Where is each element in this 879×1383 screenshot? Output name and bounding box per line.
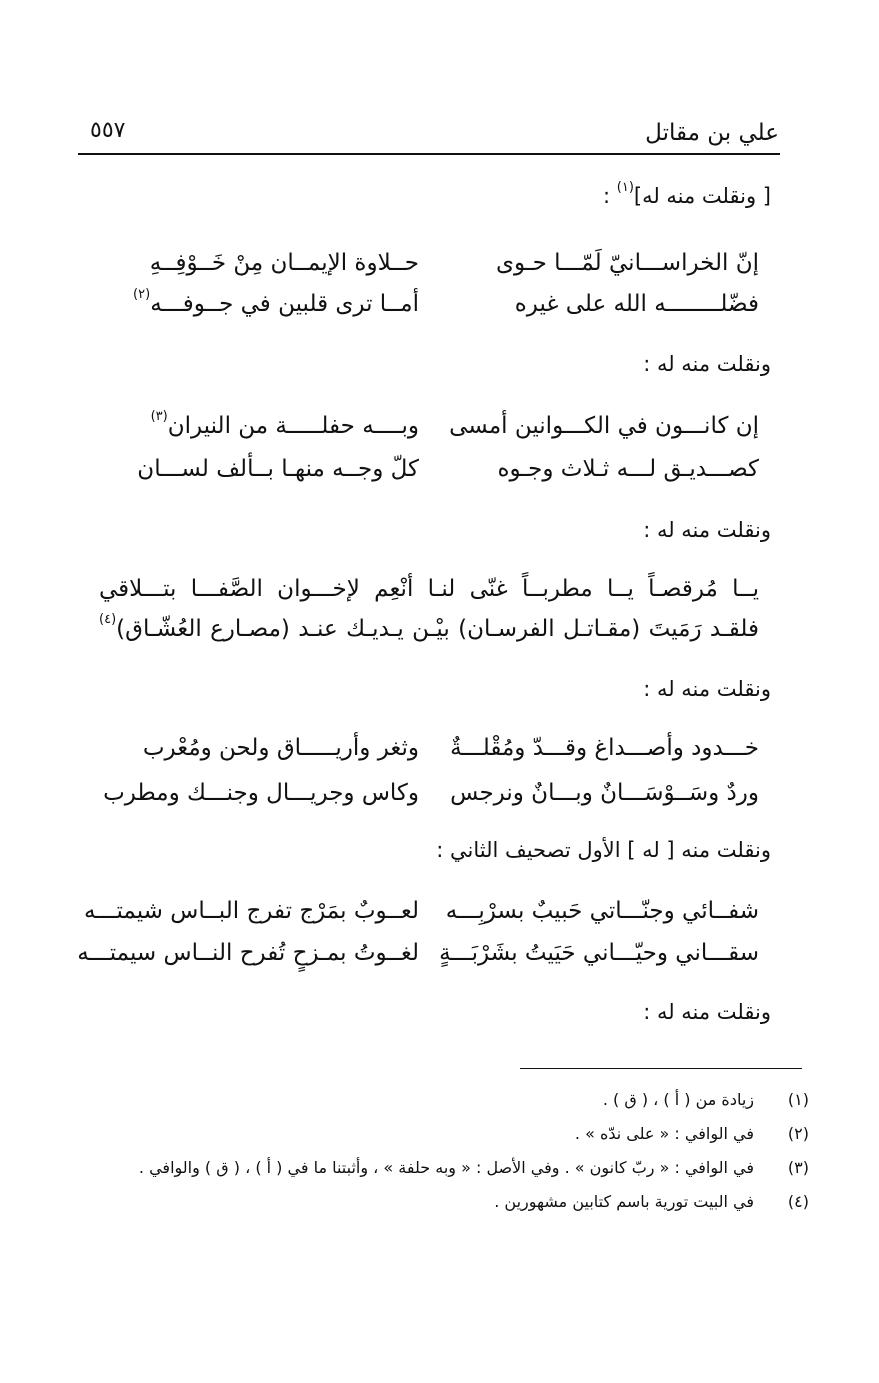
line-text: فلقـد رَمَيتَ (مقـاتـل الفرسـان) بيْـن يـديـك عنـد (مصـارع العُشّـاق) xyxy=(116,616,759,642)
footnote-number: (١) xyxy=(787,1090,809,1109)
section-intro: ونقلت منه له : xyxy=(643,1000,771,1024)
footnote xyxy=(129,1192,809,1216)
verse-line: يــا مُرقصـاً يــا مطربــاً غنّى لنـا أنْعِم لإخـــوان الصَّفـــا بتـــلاقي xyxy=(99,576,759,602)
verse-first-hemistich: سقـــاني وحيّـــاني حَيَيتُ بشَرْبَـــةٍ xyxy=(439,940,759,966)
verse-second-hemistich: حــلاوة الإيمــان مِنْ خَــوْفِــهِ xyxy=(149,250,419,276)
hemistich-text: وبــــه حفلـــــة من النيران xyxy=(167,413,419,439)
header-divider xyxy=(78,153,780,155)
section-intro xyxy=(171,180,771,208)
verse-second-hemistich: وكاس وجريـــال وجنـــك ومطرب xyxy=(103,780,419,806)
running-title: علي بن مقاتل xyxy=(645,120,779,146)
verse-line xyxy=(99,612,759,642)
footnote xyxy=(129,1124,809,1148)
footnote-number: (٤) xyxy=(787,1192,809,1211)
footnote-divider xyxy=(520,1068,802,1069)
section-intro: ونقلت منه له : xyxy=(643,352,771,376)
footnote xyxy=(129,1158,809,1182)
verse-second-hemistich xyxy=(109,287,419,317)
verse-second-hemistich: وثغر وأريـــــاق ولحن ومُعْرب xyxy=(142,735,419,761)
verse-first-hemistich: شفــائي وجنّـــاتي حَبيبٌ بسرْبِـــه xyxy=(445,898,759,924)
footnote-marker: (٢) xyxy=(133,287,151,302)
footnote-number: (٢) xyxy=(787,1124,809,1143)
verse-second-hemistich: لغــوتُ بمـزحٍ تُفرح النــاس سيمتـــه xyxy=(77,940,419,966)
footnote-marker: (٣) xyxy=(150,409,168,424)
verse-first-hemistich: خـــدود وأصـــداغ وقـــدّ ومُقْلـــةٌ xyxy=(450,735,759,761)
page-number: ٥٥٧ xyxy=(90,118,126,143)
verse-second-hemistich: لعــوبٌ بمَرْج تفرج البــاس شيمتـــه xyxy=(83,898,419,924)
intro-colon: : xyxy=(602,184,611,208)
verse-second-hemistich: كلّ وجــه منهـا بــألف لســـان xyxy=(137,456,419,482)
section-intro: ونقلت منه [ له ] الأول تصحيف الثاني : xyxy=(436,838,771,862)
footnote-text: في الوافي : « على ندّه » . xyxy=(574,1124,754,1143)
hemistich-text: أمــا ترى قلبين في جــوفـــه xyxy=(150,291,419,317)
footnote xyxy=(129,1090,809,1114)
verse-first-hemistich: إن كانـــون في الكـــوانين أمسى xyxy=(449,413,759,439)
section-intro: ونقلت منه له : xyxy=(643,518,771,542)
footnote-marker: (٤) xyxy=(99,612,117,627)
footnote-text: في البيت تورية باسم كتابين مشهورين . xyxy=(494,1192,754,1211)
footnote-text: في الوافي : « ربّ كانون » . وفي الأصل : « وبه حلفة » ، وأثبتنا ما في ( أ ) ، ( ق ) والوافي . xyxy=(138,1158,754,1177)
verse-first-hemistich: فضّلــــــــه الله على غيره xyxy=(514,291,759,317)
verse-first-hemistich: كصـــديـق لـــه ثـلاث وجـوه xyxy=(497,456,759,482)
verse-first-hemistich: إنّ الخراســـانيّ لَمّـــا حـوى xyxy=(496,250,759,276)
footnote-number: (٣) xyxy=(787,1158,809,1177)
verse-second-hemistich xyxy=(109,409,419,439)
footnote-text: زيادة من ( أ ) ، ( ق ) . xyxy=(602,1090,754,1109)
intro-text: [ ونقلت منه له] xyxy=(633,184,771,208)
section-intro: ونقلت منه له : xyxy=(643,677,771,701)
footnote-marker: (١) xyxy=(616,180,634,195)
verse-first-hemistich: وردٌ وسَــوْسَـــانٌ وبـــانٌ ونرجس xyxy=(450,780,759,806)
